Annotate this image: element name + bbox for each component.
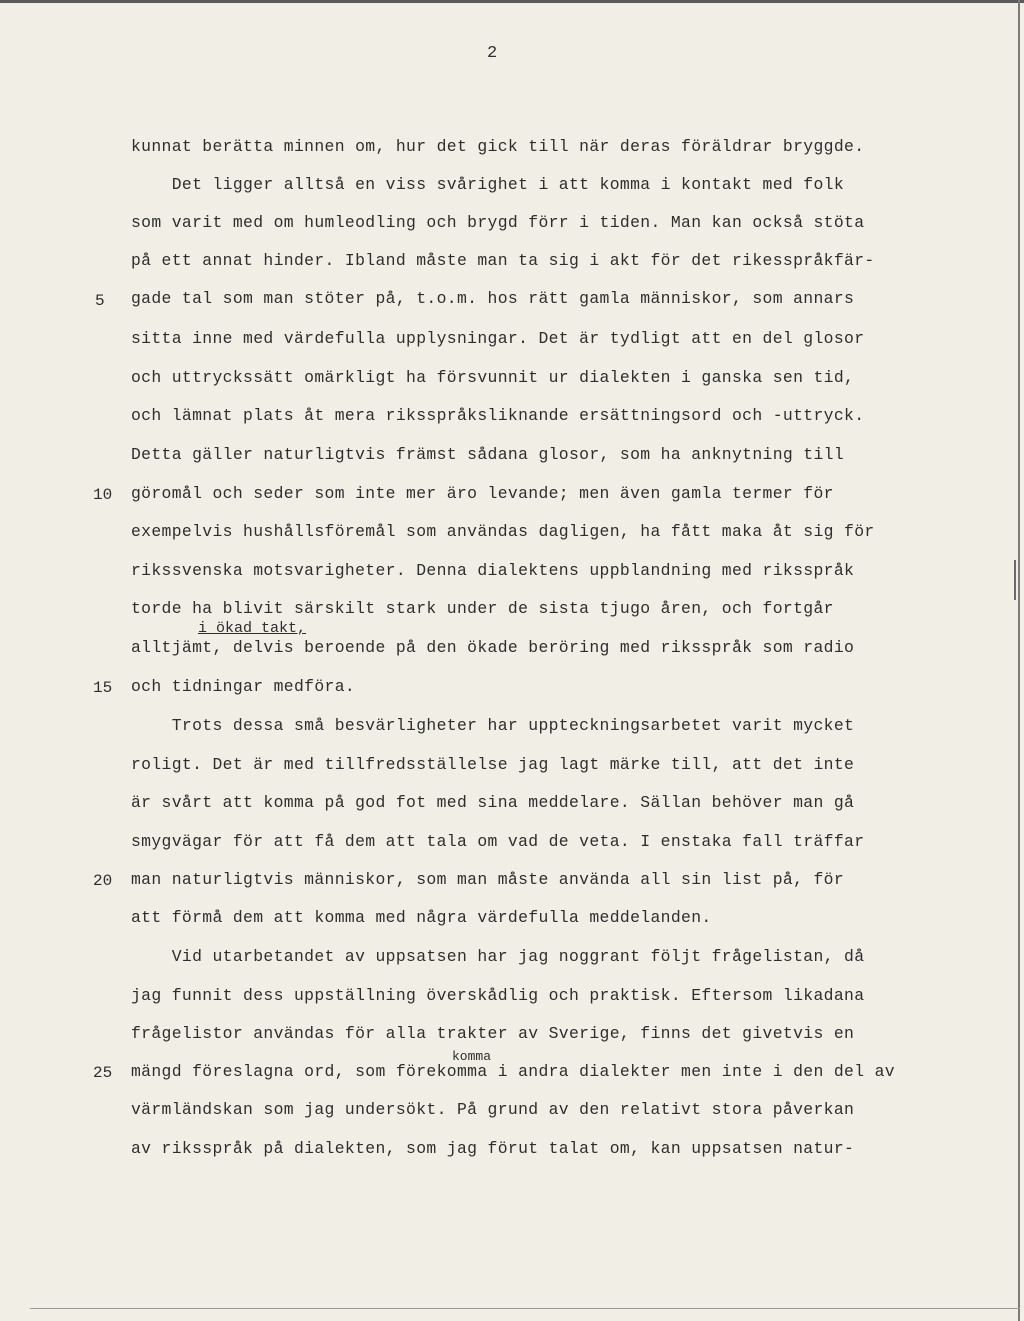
text-line-6: sitta inne med värdefulla upplysningar. Det är tydligt att en del glosor [131,329,865,348]
page-bottom-edge [30,1308,1020,1309]
margin-line-number-5: 5 [95,292,105,310]
text-line-1: kunnat berätta minnen om, hur det gick till när deras föräldrar bryggde. [131,137,865,156]
text-line-10: göromål och seder som inte mer äro levande; men även gamla termer för [131,484,834,503]
text-line-21: att förmå dem att komma med några värdefulla meddelanden. [131,908,712,927]
text-line-22: Vid utarbetandet av uppsatsen har jag noggrant följt frågelistan, då [131,947,865,966]
text-line-19: smygvägar för att få dem att tala om vad de veta. I enstaka fall träffar [131,832,865,851]
text-line-25: mängd föreslagna ord, som förekomma i andra dialekter men inte i den del av [131,1062,895,1081]
text-line-7: och uttryckssätt omärkligt ha försvunnit ur dialekten i ganska sen tid, [131,368,855,387]
text-line-16: Trots dessa små besvärligheter har uppteckningsarbetet varit mycket [131,716,855,735]
text-line-26: värmländskan som jag undersökt. På grund av den relativt stora påverkan [131,1100,855,1119]
text-line-13: torde ha blivit särskilt stark under de sista tjugo åren, och fortgår [131,599,834,618]
text-line-20: man naturligtvis människor, som man måste använda all sin list på, för [131,870,845,889]
margin-line-number-25: 25 [93,1064,113,1082]
text-line-12: rikssvenska motsvarigheter. Denna dialektens uppblandning med riksspråk [131,561,855,580]
page-top-edge [0,0,1024,3]
margin-tick-mark [1014,560,1016,600]
page-number: 2 [487,44,498,63]
margin-line-number-20: 20 [93,872,113,890]
text-line-2: Det ligger alltså en viss svårighet i att komma i kontakt med folk [131,175,845,194]
text-line-3: som varit med om humleodling och brygd förr i tiden. Man kan också stöta [131,213,865,232]
text-line-9: Detta gäller naturligtvis främst sådana glosor, som ha anknytning till [131,445,845,464]
margin-line-number-10: 10 [93,486,113,504]
text-line-5: gade tal som man stöter på, t.o.m. hos rätt gamla människor, som annars [131,289,855,308]
text-line-18: är svårt att komma på god fot med sina meddelare. Sällan behöver man gå [131,793,855,812]
text-line-15: och tidningar medföra. [131,677,356,696]
text-line-24: frågelistor användas för alla trakter av Sverige, finns det givetvis en [131,1024,855,1043]
interlinear-insertion-2: komma [452,1049,492,1064]
page-right-edge [1018,0,1020,1321]
text-line-8: och lämnat plats åt mera riksspråksliknande ersättningsord och -uttryck. [131,406,865,425]
margin-line-number-15: 15 [93,679,113,697]
text-line-17: roligt. Det är med tillfredsställelse jag lagt märke till, att det inte [131,755,855,774]
text-line-11: exempelvis hushållsföremål som användas dagligen, ha fått maka åt sig för [131,522,875,541]
text-line-23: jag funnit dess uppställning överskådlig och praktisk. Eftersom likadana [131,986,865,1005]
text-line-4: på ett annat hinder. Ibland måste man ta sig i akt för det rikesspråkfär- [131,251,875,270]
text-line-14: alltjämt, delvis beroende på den ökade beröring med riksspråk som radio [131,638,855,657]
interlinear-insertion-1: i ökad takt, [198,620,307,637]
text-line-27: av riksspråk på dialekten, som jag förut talat om, kan uppsatsen natur- [131,1139,855,1158]
